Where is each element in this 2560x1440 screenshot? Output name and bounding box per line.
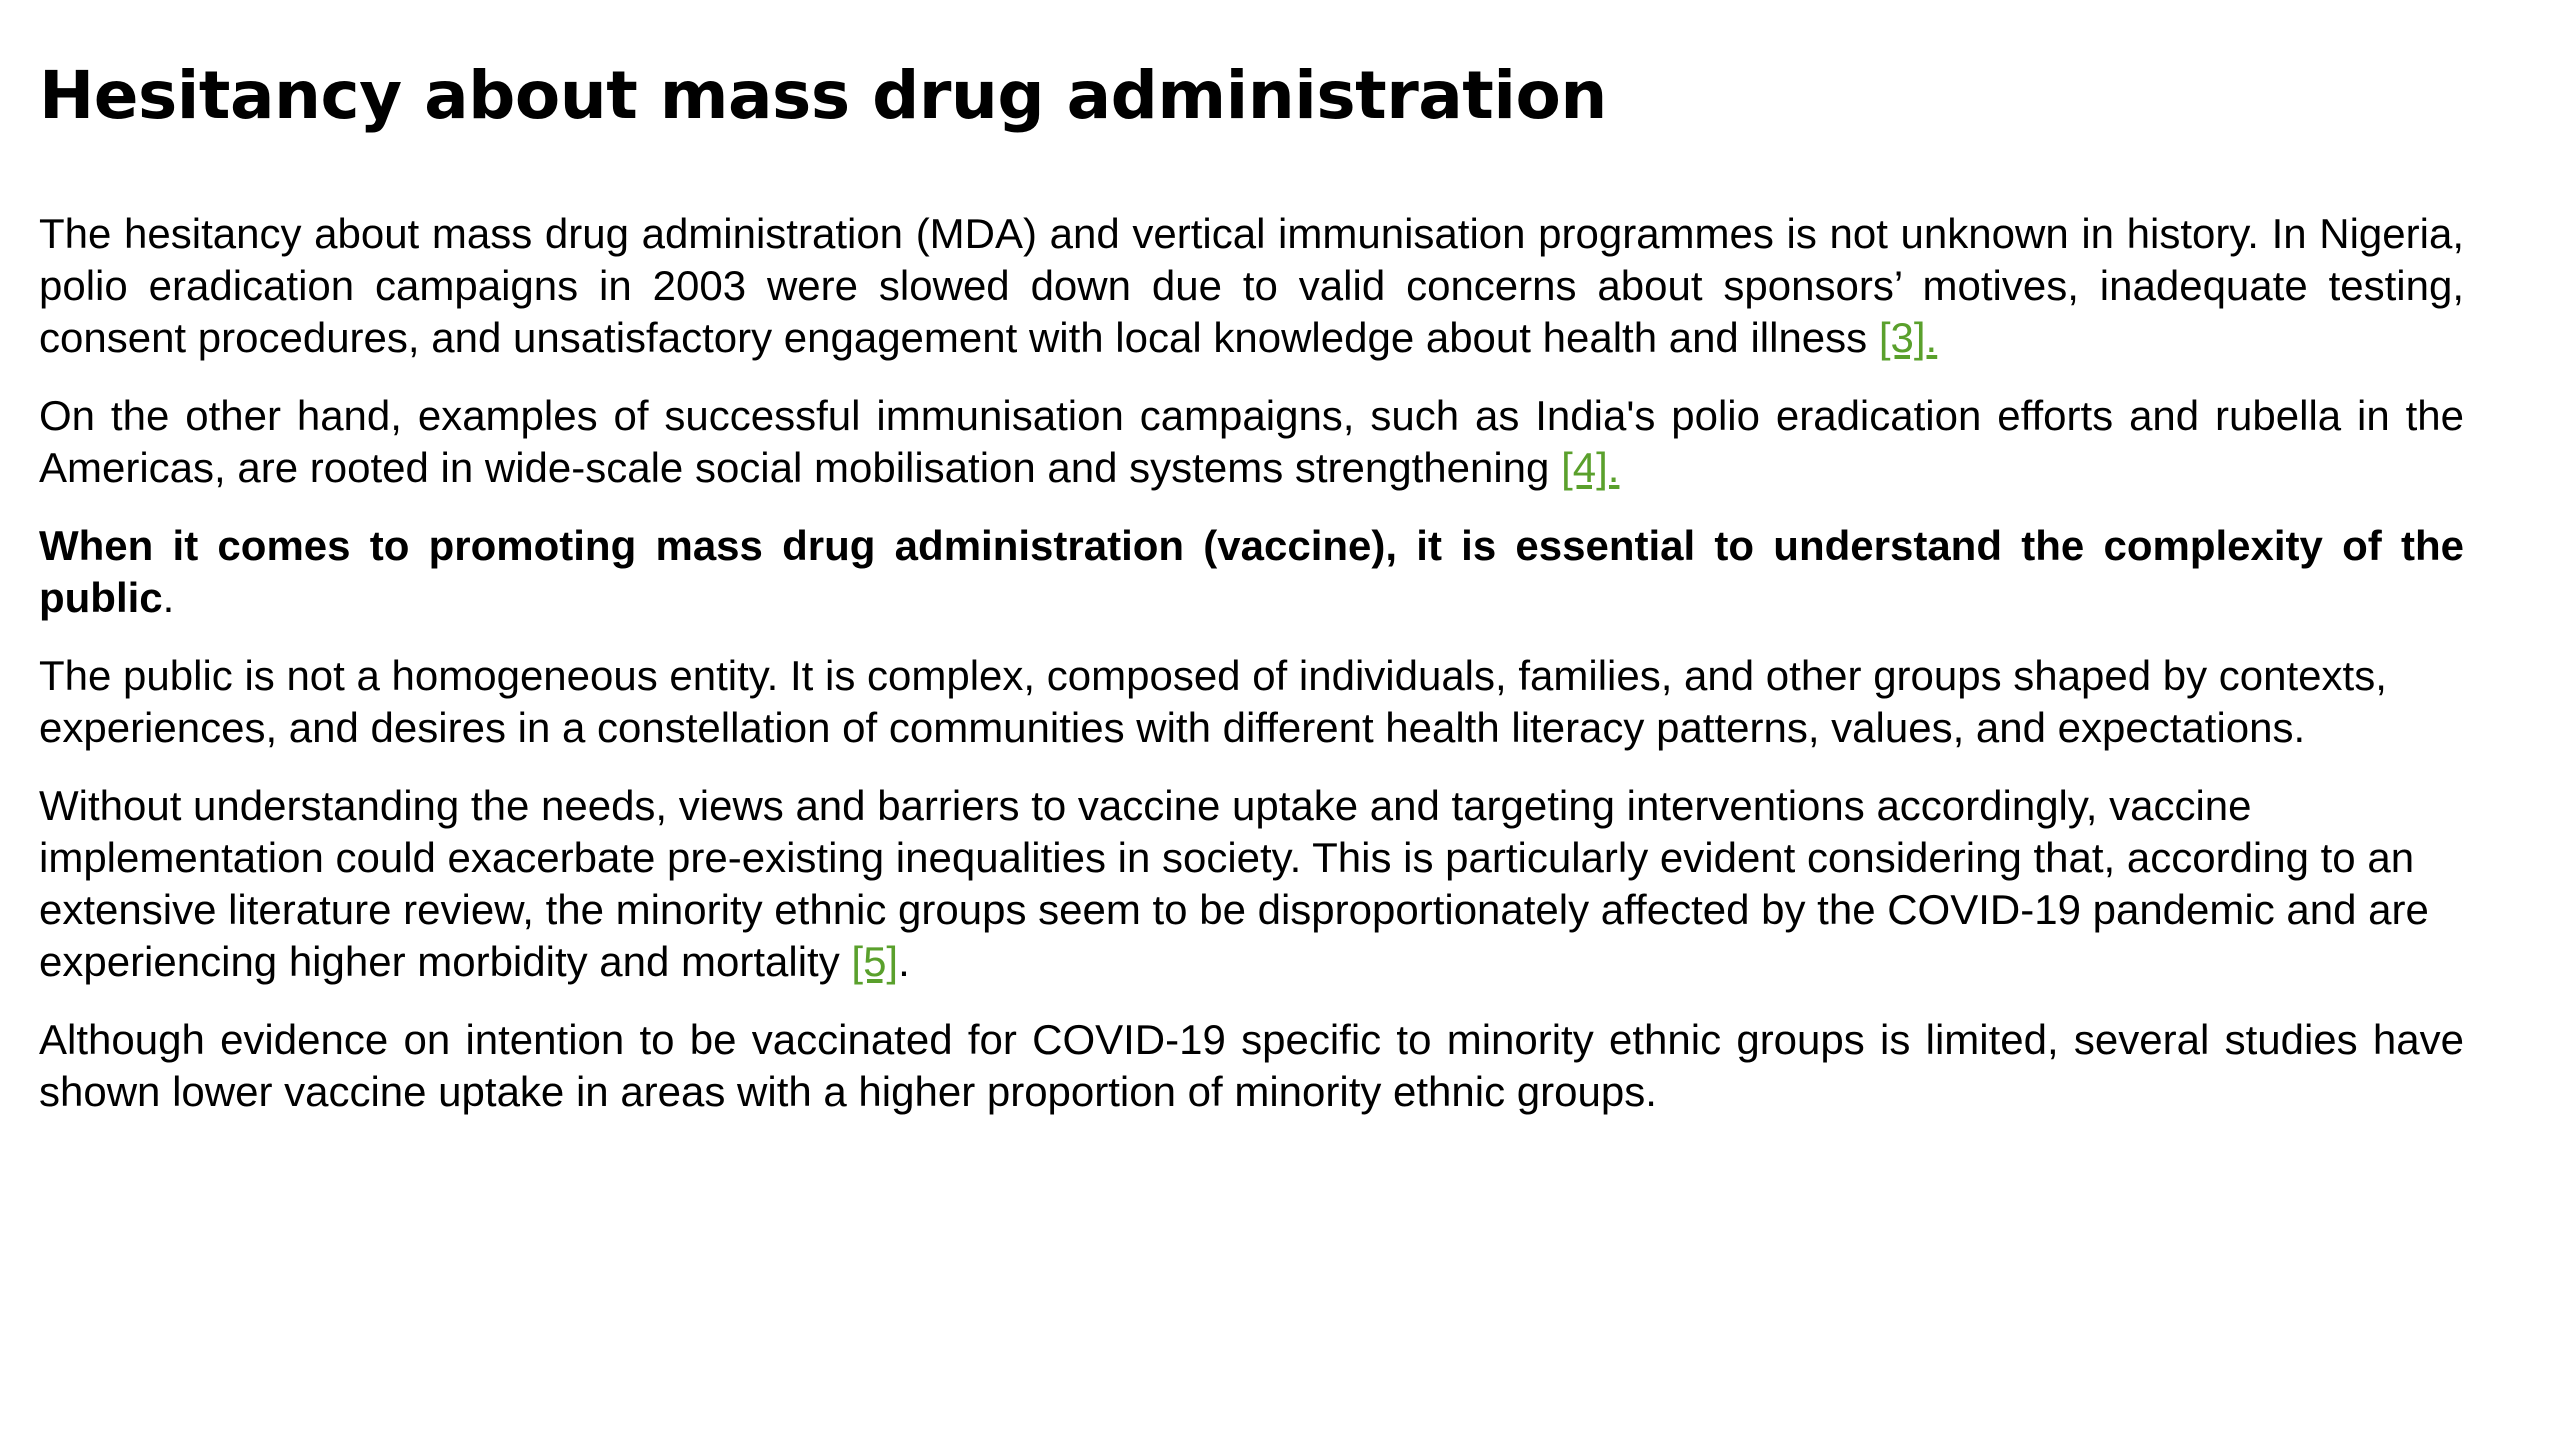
paragraph-text: The public is not a homogeneous entity. It is complex, composed of individuals, families, and other groups shaped by contexts, experiences, and desires in a constellation of communities with different health literacy patterns, values, and expectations. (39, 652, 2387, 751)
slide-title: Hesitancy about mass drug administration (39, 57, 1607, 134)
bold-statement: When it comes to promoting mass drug administration (vaccine), it is essential to understand the complexity of the public (39, 522, 2464, 621)
paragraph-successful-campaigns (39, 390, 2464, 494)
paragraph-key-statement (39, 520, 2464, 624)
slide-body (39, 208, 2464, 1144)
paragraph-text: Without understanding the needs, views and barriers to vaccine uptake and targeting interventions accordingly, vaccine implementation could exacerbate pre-existing inequalities in society. This is particularly evident considering that, according to an extensive literature review, the minority ethnic groups seem to be disproportionately affected by the COVID-19 pandemic and are experiencing higher morbidity and mortality (39, 782, 2429, 985)
paragraph-end: . (162, 574, 175, 621)
paragraph-mda-history (39, 208, 2464, 364)
paragraph-text: Although evidence on intention to be vaccinated for COVID-19 specific to minority ethnic groups is limited, several studies have shown lower vaccine uptake in areas with a higher proportion of minority ethnic groups. (39, 1016, 2464, 1115)
paragraph-end: . (898, 938, 910, 985)
paragraph-evidence (39, 1014, 2464, 1118)
paragraph-inequalities (39, 780, 2464, 988)
paragraph-text: The hesitancy about mass drug administration (MDA) and vertical immunisation programmes is not unknown in history. In Nigeria, polio eradication campaigns in 2003 were slowed down due to valid concerns about sponsors’ motives, inadequate testing, consent procedures, and unsatisfactory engagement with local knowledge about health and illness (39, 210, 2464, 361)
paragraph-text: On the other hand, examples of successful immunisation campaigns, such as India's polio eradication efforts and rubella in the Americas, are rooted in wide-scale social mobilisation and systems strengthening (39, 392, 2464, 491)
citation-link[interactable]: [5] (851, 938, 899, 985)
citation-link[interactable]: [3]. (1878, 314, 1938, 361)
paragraph-public-complexity (39, 650, 2464, 754)
citation-link[interactable]: [4]. (1561, 444, 1620, 491)
